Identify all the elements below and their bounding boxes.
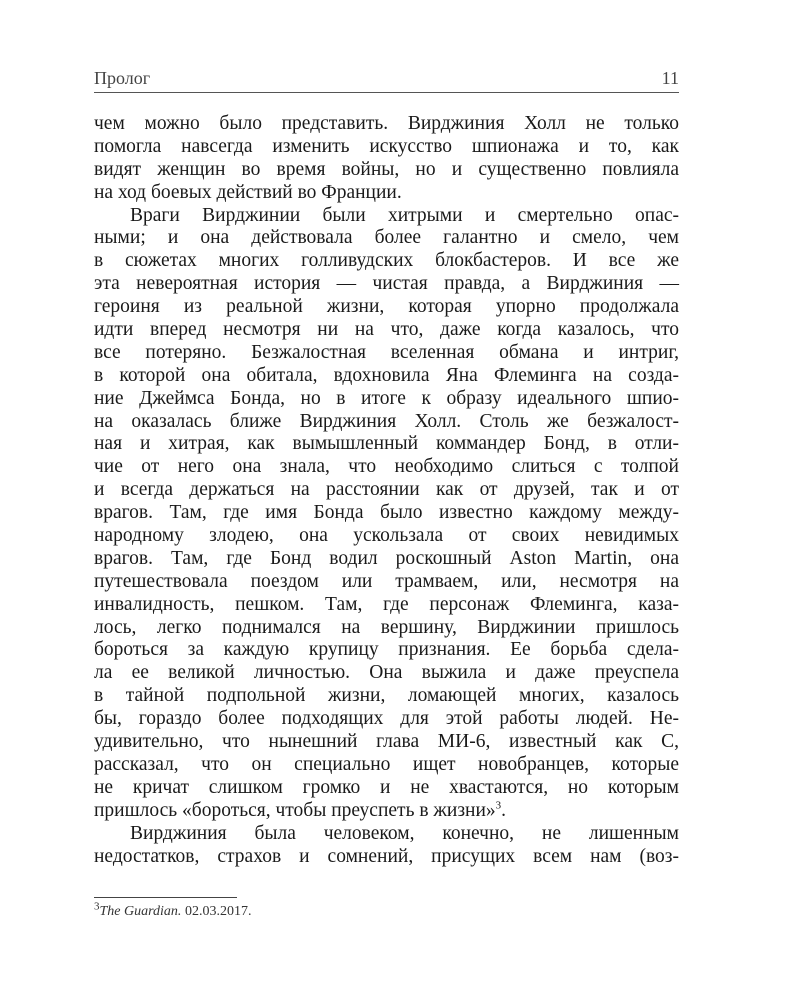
line-text: в сюжетах многих голливудских блокбастеров. И все же [94,250,679,272]
text-line [94,617,679,640]
line-text: путешествовала поездом или трамваем, или, несмотря на [94,570,679,592]
line-text: помогла навсегда изменить искусство шпионажа и то, как [94,135,679,157]
text-line [94,525,679,548]
line-text: и всегда держаться на расстоянии как от друзей, так и от [94,479,679,501]
line-text: врагов. Там, где Бонд водил роскошный Aston Martin, она [94,547,679,569]
text-line [94,777,679,800]
text-line [94,708,679,731]
text-line [94,846,679,869]
text-line [94,388,679,411]
line-text: героиня из реальной жизни, которая упорно продолжала [94,296,679,318]
line-text: Враги Вирджинии были хитрыми и смертельно опас- [130,204,679,226]
text-line [94,594,679,617]
line-text: бы, гораздо более подходящих для этой работы людей. Не- [94,708,679,730]
text-line [94,662,679,685]
running-title: Пролог [94,68,151,88]
line-text: народному злодею, она ускользала от своих невидимых [94,525,679,547]
line-text: в которой она обитала, вдохновила Яна Флеминга на созда- [94,364,679,386]
text-line [94,456,679,479]
text-line [94,639,679,662]
line-text: чие от него она знала, что необходимо слиться с толпой [94,456,679,478]
text-line [94,548,679,571]
line-text: инвалидность, пешком. Там, где персонаж Флеминга, каза- [94,593,679,615]
running-header [94,68,679,93]
footnote-marker: 3 [94,900,100,913]
text-line [94,250,679,273]
page-number: 11 [661,68,679,88]
text-line [94,227,679,250]
line-text: в тайной подпольной жизни, ломающей многих, казалось [94,685,679,707]
line-text: бороться за каждую крупицу признания. Ее борьба сдела- [94,639,679,661]
text-line [94,411,679,434]
line-text: врагов. Там, где имя Бонда было известно каждому между- [94,502,679,524]
footnote-source: The Guardian. [99,904,182,919]
line-text: удивительно, что нынешний глава МИ-6, известный как С, [94,731,679,753]
line-text: ными; и она действовала более галантно и смело, чем [94,227,679,249]
line-text: все потеряно. Безжалостная вселенная обмана и интриг, [94,341,679,363]
text-line [94,342,679,365]
line-text: не кричат слишком громко и не хвастаются, но которым [94,776,679,798]
text-line [94,205,679,228]
text-line [94,273,679,296]
text-line [94,754,679,777]
line-text: эта невероятная история — чистая правда, а Вирджиния — [94,273,679,295]
line-text: недостатков, страхов и сомнений, присущих всем нам (воз- [94,845,679,867]
body-text [94,113,679,868]
text-line [94,731,679,754]
line-text: Вирджиния была человеком, конечно, не лишенным [130,822,679,844]
text-line [94,823,679,846]
footnote-date: 02.03.2017. [184,904,252,919]
text-line [94,159,679,182]
line-text: ная и хитрая, как вымышленный коммандер Бонд, в отли- [94,433,679,455]
text-line [94,319,679,342]
text-line [94,502,679,525]
text-line [94,479,679,502]
line-text: ла ее великой личностью. Она выжила и даже преуспела [94,662,679,684]
text-line [94,113,679,136]
text-line [94,182,679,205]
line-text: чем можно было представить. Вирджиния Холл не только [94,113,679,134]
text-line [94,296,679,319]
line-text: на ход боевых действий во Франции. [94,181,402,203]
line-text: ние Джеймса Бонда, но в итоге к образу идеального шпио- [94,387,679,409]
line-text: на оказалась ближе Вирджиния Холл. Столь же безжалост- [94,410,679,432]
line-text: идти вперед несмотря ни на что, даже когда казалось, что [94,319,679,341]
text-line [94,433,679,456]
footnote-reference[interactable]: 3 [495,799,502,812]
text-line [94,685,679,708]
line-text: пришлось «бороться, чтобы преуспеть в жизни» [94,799,496,821]
line-text: лось, легко поднимался на вершину, Вирджинии пришлось [94,616,679,638]
line-text: видят женщин во время войны, но и существенно повлияла [94,158,679,180]
text-line [94,365,679,388]
text-line [94,136,679,159]
footnote-divider [94,897,237,898]
text-line: пришлось «бороться, чтобы преуспеть в жизни»$^3$. [94,799,507,821]
line-text: рассказал, что он специально ищет новобранцев, которые [94,753,679,775]
text-line [94,571,679,594]
footnote [94,900,252,920]
